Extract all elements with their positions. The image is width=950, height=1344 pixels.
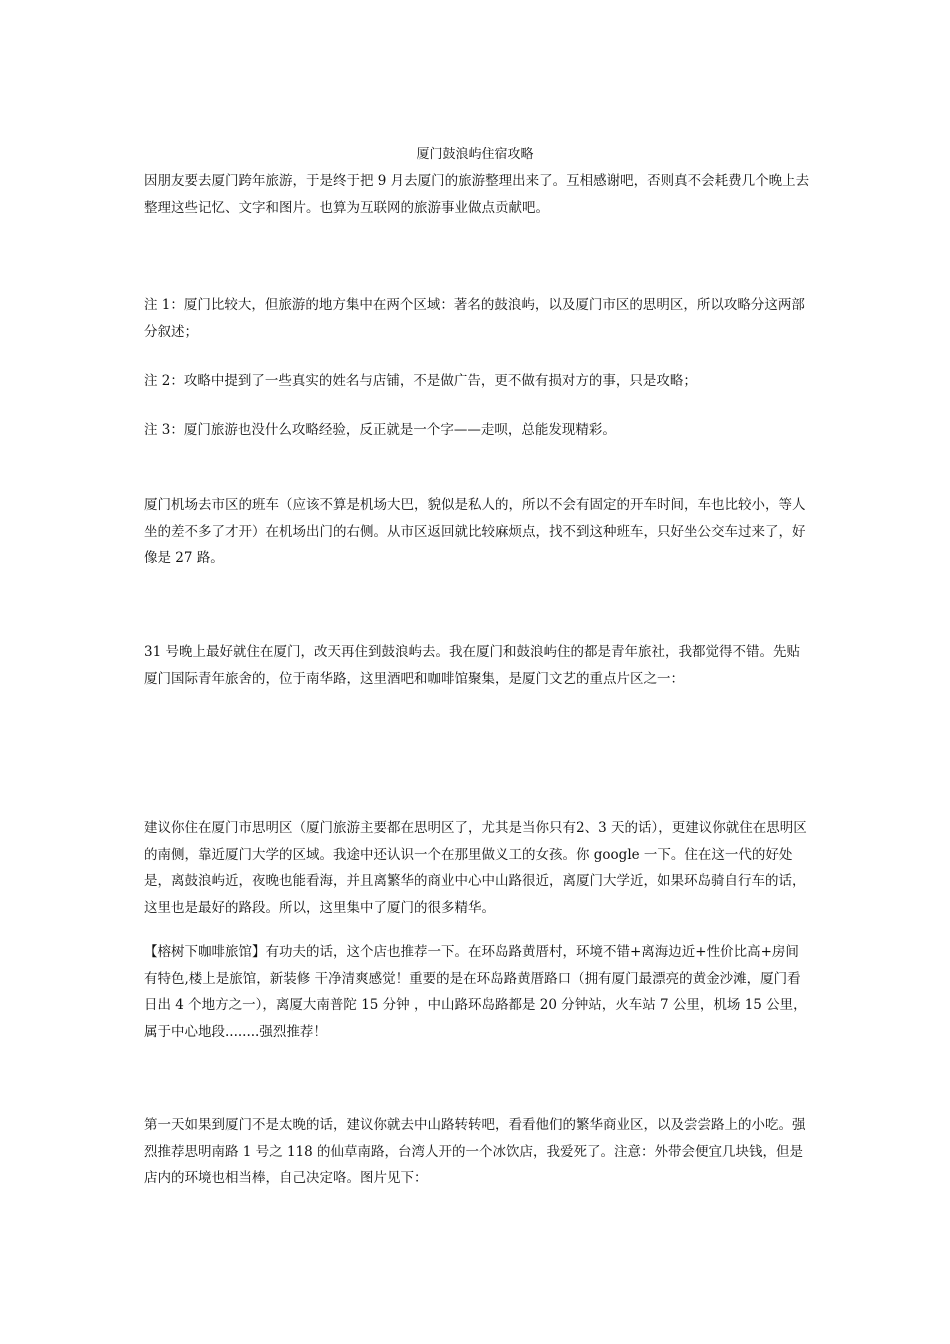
document-title: 厦门鼓浪屿住宿攻略 — [416, 147, 534, 162]
paragraph-airport-shuttle: 厦门机场去市区的班车（应该不算是机场大巴，貌似是私人的，所以不会有固定的开车时间，车也比较小，等人坐的差不多了才开）在机场出门的右侧。从市区返回就比较麻烦点，找不到这种班车，只好坐公交车过来了，好像是 27 路。 — [144, 497, 806, 566]
paragraph-day-one: 第一天如果到厦门不是太晚的话，建议你就去中山路转转吧，看看他们的繁华商业区，以及尝尝路上的小吃。强烈推荐思明南路 1 号之 118 的仙草南路，台湾人开的一个冰饮店，我爱死了。注意：外带会便宜几块钱，但是店内的环境也相当棒，自己决定咯。图片见下： — [144, 1117, 806, 1186]
paragraph-new-year-eve-stay: 31 号晚上最好就住在厦门，改天再住到鼓浪屿去。我在厦门和鼓浪屿住的都是青年旅社，我都觉得不错。先贴厦门国际青年旅舍的，位于南华路，这里酒吧和咖啡馆聚集，是厦门文艺的重点片区之一： — [144, 644, 800, 687]
paragraph-intro: 因朋友要去厦门跨年旅游，于是终于把 9 月去厦门的旅游整理出来了。互相感谢吧，否则真不会耗费几个晚上去整理这些记忆、文字和图片。也算为互联网的旅游事业做点贡献吧。 — [144, 173, 810, 216]
paragraph-banyan-cafe-hostel: 【榕树下咖啡旅馆】有功夫的话，这个店也推荐一下。在环岛路黄厝村，环境不错+离海边近+性价比高+房间有特色,楼上是旅馆，新装修 干净清爽感觉！重要的是在环岛路黄厝路口（拥有厦门最漂亮的黄金沙滩，厦门看日出 4 个地方之一），离厦大南普陀 15 分钟 ，中山路环岛路都是 20 分钟站，火车站 7 公里，机场 15 公里，属于中心地段........强烈推荐！ — [144, 944, 807, 1040]
paragraph-note-1: 注 1：厦门比较大，但旅游的地方集中在两个区域：著名的鼓浪屿，以及厦门市区的思明区，所以攻略分这两部分叙述； — [144, 297, 805, 340]
paragraph-siming-district: 建议你住在厦门市思明区（厦门旅游主要都在思明区了，尤其是当你只有2、3 天的话），更建议你就住在思明区的南侧，靠近厦门大学的区域。我途中还认识一个在那里做义工的女孩。你 google 一下。住在这一代的好处是，离鼓浪屿近，夜晚也能看海，并且离繁华的商业中心中山路很近，离厦门大学近，如果环岛骑自行车的话，这里也是最好的路段。所以，这里集中了厦门的很多精华。 — [144, 820, 807, 916]
paragraph-note-2: 注 2：攻略中提到了一些真实的姓名与店铺，不是做广告，更不做有损对方的事，只是攻略； — [144, 373, 697, 389]
paragraph-note-3: 注 3：厦门旅游也没什么攻略经验，反正就是一个字——走呗，总能发现精彩。 — [144, 422, 616, 438]
